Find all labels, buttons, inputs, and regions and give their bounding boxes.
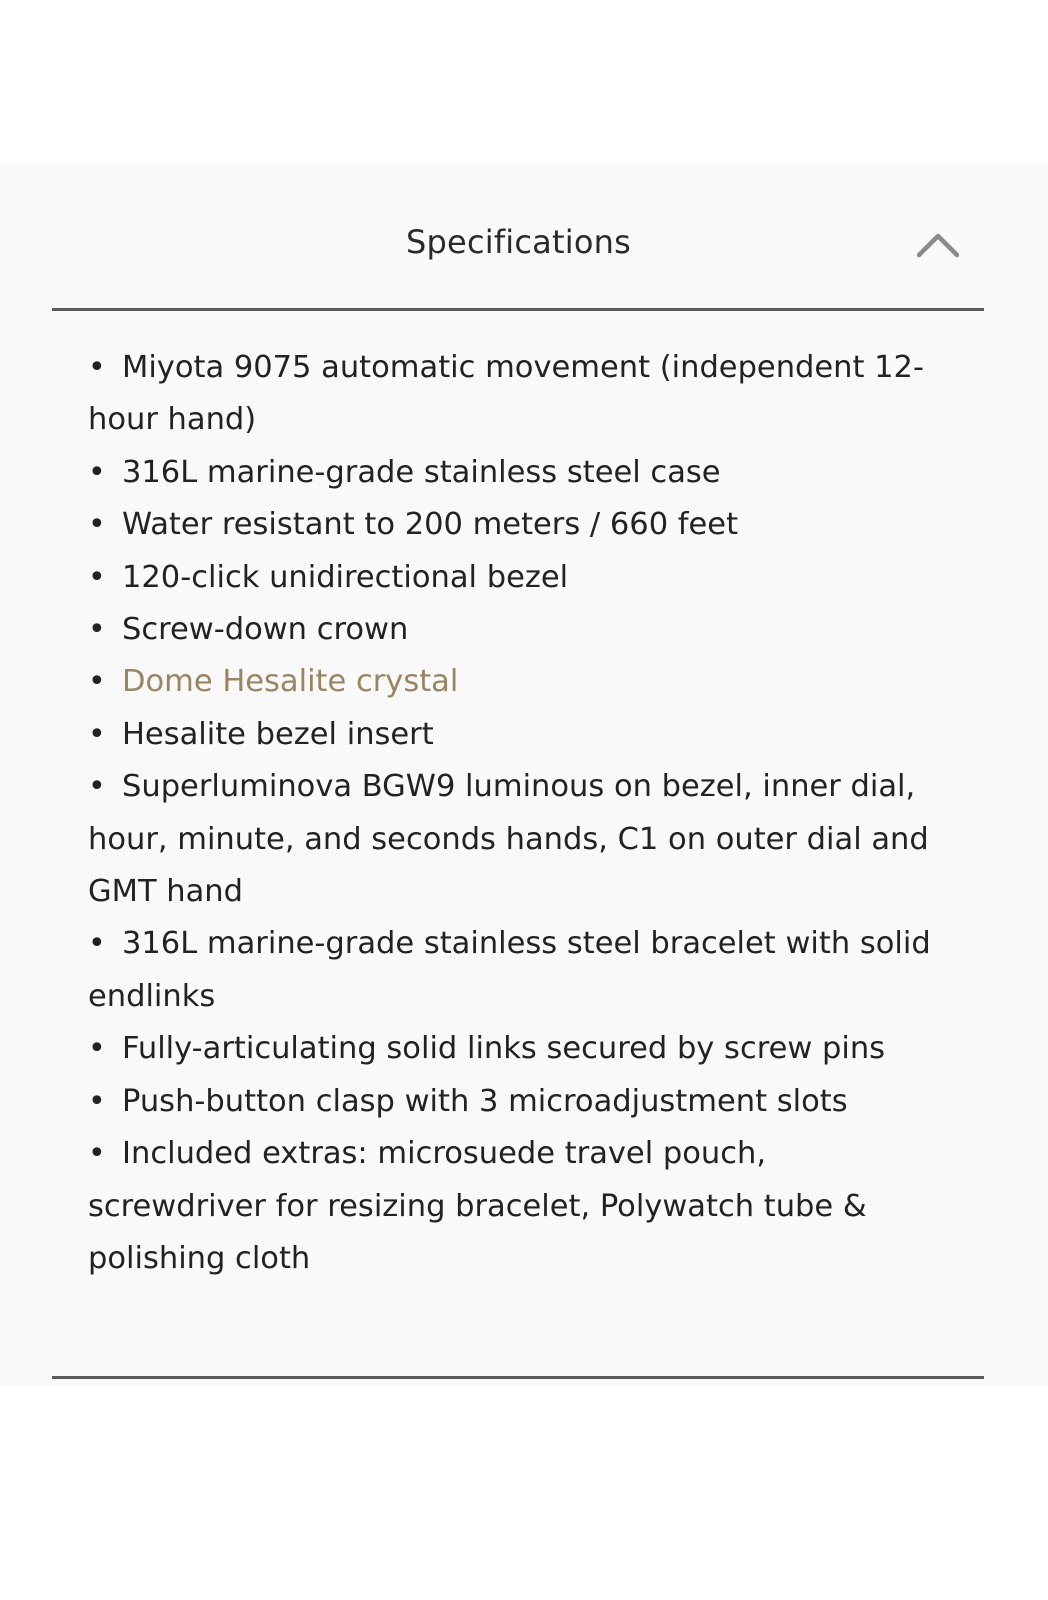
spec-item [88, 761, 948, 918]
spec-text: Push-button clasp with 3 microadjustment slots [122, 1083, 848, 1119]
spec-text: 120-click unidirectional bezel [122, 559, 569, 595]
bullet: • [88, 559, 106, 595]
bullet: • [88, 350, 106, 385]
spec-item [88, 1076, 948, 1128]
bullet: • [88, 716, 106, 752]
spec-text: Included extras: microsuede travel pouch, screwdriver for resizing bracelet, Polywatch tube & polishing cloth [88, 1136, 867, 1276]
spec-text: Hesalite bezel insert [122, 716, 434, 752]
spec-item [88, 447, 948, 499]
bottom-whitespace [0, 1386, 1048, 1600]
bullet: • [88, 454, 106, 490]
spec-item [88, 499, 948, 551]
spec-item [88, 1023, 948, 1075]
bullet: • [88, 612, 106, 648]
accordion-header[interactable] [0, 164, 1048, 308]
bullet: • [88, 1031, 106, 1067]
footer-divider [52, 1376, 984, 1379]
chevron-up-icon[interactable] [917, 228, 959, 258]
bullet: • [88, 926, 106, 962]
bullet: • [88, 1136, 106, 1172]
spec-item [88, 552, 948, 604]
spec-text: Miyota 9075 automatic movement (independent 12-hour hand) [88, 350, 924, 438]
top-whitespace [0, 0, 1048, 164]
spec-item [88, 1128, 948, 1285]
spec-item-link[interactable] [88, 656, 948, 708]
spec-text: 316L marine-grade stainless steel case [122, 454, 721, 490]
bullet: • [88, 769, 106, 805]
bullet: • [88, 507, 106, 543]
spec-item [88, 604, 948, 656]
bullet: • [88, 1083, 106, 1119]
spec-text: 316L marine-grade stainless steel bracelet with solid endlinks [88, 926, 931, 1014]
header-divider [52, 308, 984, 311]
specifications-list [88, 342, 948, 1285]
specifications-accordion [0, 164, 1048, 1386]
spec-item [88, 918, 948, 1023]
spec-text: Water resistant to 200 meters / 660 feet [122, 507, 739, 543]
spec-item [88, 709, 948, 761]
dome-hesalite-crystal-link[interactable]: Dome Hesalite crystal [122, 664, 459, 700]
spec-text: Screw-down crown [122, 612, 409, 648]
spec-item [88, 342, 948, 447]
spec-text: Superluminova BGW9 luminous on bezel, inner dial, hour, minute, and seconds hands, C1 on outer dial and GMT hand [88, 769, 929, 910]
bullet: • [88, 664, 106, 700]
accordion-title: Specifications [406, 223, 631, 261]
spec-text: Fully-articulating solid links secured by screw pins [122, 1031, 886, 1067]
